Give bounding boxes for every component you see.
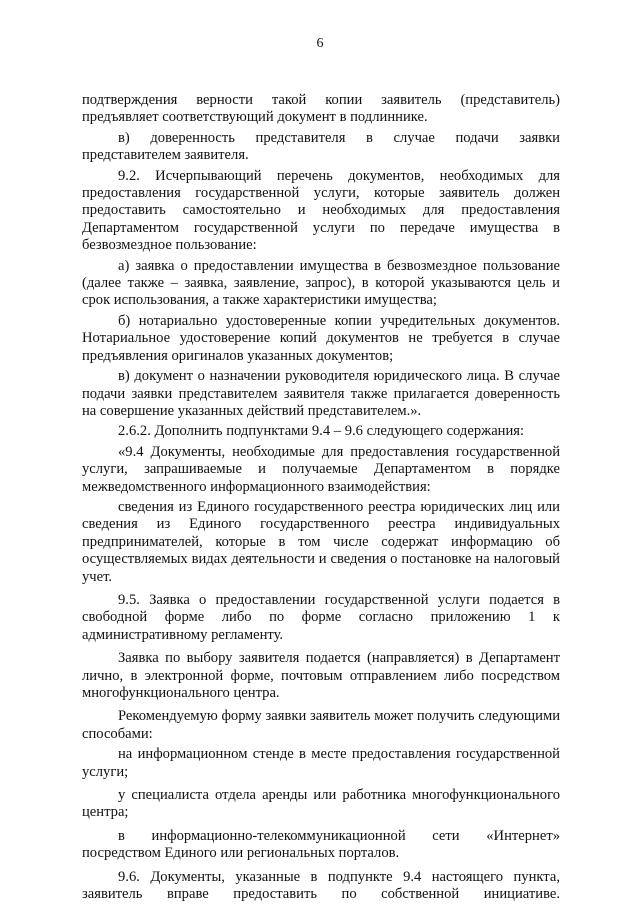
paragraph-item-a: а) заявка о предоставлении имущества в безвозмездное пользование (далее также – заявка, заявление, запрос), в которой указываются цель и срок использования, а также характеристики имущества; [82, 257, 560, 309]
paragraph-item-v-power-of-attorney: в) доверенность представителя в случае подачи заявки представителем заявителя. [82, 129, 560, 164]
paragraph-item-b: б) нотариально удостоверенные копии учредительных документов. Нотариальное удостоверение копий документов не требуется в случае предъявления оригиналов указанных документов; [82, 312, 560, 364]
paragraph-registry-info: сведения из Единого государственного реестра юридических лиц или сведения из Единого государственного реестра индивидуальных предпринимателей, которые в том числе содержат информацию об осуществляемых видах деятельности и сведения о постановке на налоговый учет. [82, 498, 560, 585]
paragraph-recommended-form: Рекомендуемую форму заявки заявитель может получить следующими способами: [82, 708, 560, 742]
paragraph-submission-methods: Заявка по выбору заявителя подается (направляется) в Департамент лично, в электронной форме, почтовым отправлением либо посредством многофункционального центра. [82, 650, 560, 701]
paragraph-specialist: у специалиста отдела аренды или работника многофункционального центра; [82, 787, 560, 821]
paragraph-9-5: 9.5. Заявка о предоставлении государственной услуги подается в свободной форме либо по форме согласно приложению 1 к административному регламенту. [82, 591, 560, 643]
paragraph-item-v: в) документ о назначении руководителя юридического лица. В случае подачи заявки представителем заявителя также прилагается доверенность на совершение указанных действий представителем.». [82, 368, 560, 419]
paragraph-9-6: 9.6. Документы, указанные в подпункте 9.4 настоящего пункта, заявитель вправе предоставить по собственной инициативе. [82, 868, 560, 903]
paragraph-info-stand: на информационном стенде в месте предоставления государственной услуги; [82, 746, 560, 780]
document-body [82, 92, 560, 906]
paragraph-2-6-2: 2.6.2. Дополнить подпунктами 9.4 – 9.6 следующего содержания: [118, 423, 525, 440]
paragraph-9-4: «9.4 Документы, необходимые для предоставления государственной услуги, запрашиваемые и получаемые Департаментом в порядке межведомственного информационного взаимодействия: [82, 443, 560, 495]
paragraph-internet: в информационно-телекоммуникационной сети «Интернет» посредством Единого или региональных порталов. [82, 827, 560, 862]
paragraph-9-2: 9.2. Исчерпывающий перечень документов, необходимых для предоставления государственной услуги, которые заявитель должен предоставить самостоятельно и необходимых для предоставления Департаментом государственной услуги по передаче имущества в безвозмездное пользование: [82, 167, 560, 254]
page-number: 6 [316, 36, 324, 51]
paragraph-continuation: подтверждения верности такой копии заявитель (представитель) предъявляет соответствующий документ в подлиннике. [82, 92, 560, 126]
